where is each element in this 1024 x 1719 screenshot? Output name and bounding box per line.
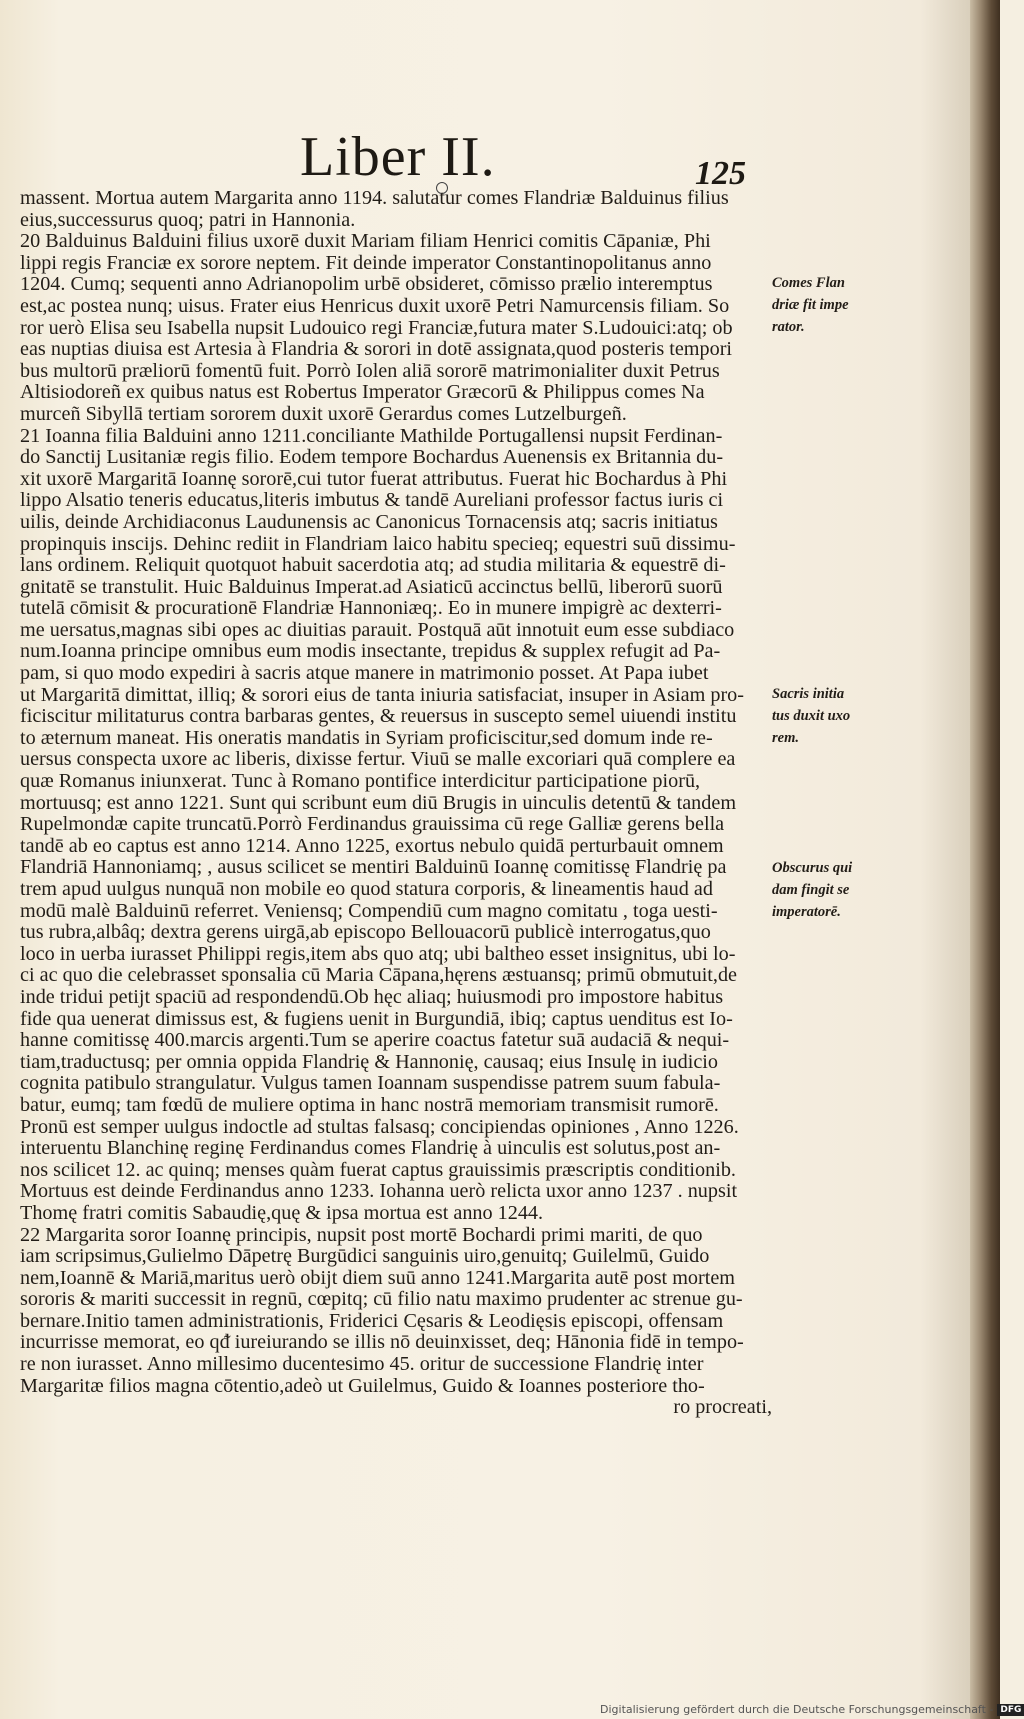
marginal-note-line: driæ fit impe (772, 297, 849, 313)
marginal-note (772, 272, 862, 338)
text-line: pam, si quo modo expediri à sacris atque manere in matrimonio posset. At Papa iubet (20, 662, 709, 685)
text-line: uersus conspecta uxore ac liberis, dixisse fertur. Viuū se malle excoriari quā complere ea (20, 748, 736, 771)
text-line: quæ Romanus iniunxerat. Tunc à Romano pontifice interdicitur participatione piorū, (20, 770, 701, 793)
marginal-note-line: rator. (772, 319, 805, 335)
marginal-note-line: dam fingit se (772, 882, 850, 898)
marginal-note (772, 683, 862, 749)
text-line: tiam,traductusq; per omnia oppida Flandrię & Hannonię, causaq; eius Insulę in iudicio (20, 1050, 718, 1073)
text-line: 20 Balduinus Balduini filius uxorē duxit Mariam filiam Henrici comitis Cāpaniæ, Phi (20, 230, 711, 253)
text-line: Rupelmondæ capite truncatū.Porrò Ferdinandus grauissima cū rege Galliæ gerens bella (20, 813, 725, 836)
text-line: ro procreati, (673, 1396, 772, 1419)
text-line: me uersatus,magnas sibi opes ac diuitias parauit. Postquā aūt innotuit eum esse subdiaco (20, 618, 735, 641)
text-line: 1204. Cumq; sequenti anno Adrianopolim urbē obsideret, cōmisso prælio interemptus (20, 273, 713, 296)
text-line: 21 Ioanna filia Balduini anno 1211.conciliante Mathilde Portugallensi nupsit Ferdinan- (20, 424, 723, 447)
text-line: xit uxorē Margaritā Ioannę sororē,cui tutor fuerat attributus. Fuerat hic Bochardus à Phi (20, 467, 728, 490)
text-line: interuentu Blanchinę reginę Ferdinandus comes Flandrię à uinculis est solutus,post an- (20, 1137, 721, 1160)
marginal-note-line: Sacris initia (772, 686, 845, 702)
text-line: tandē ab eo captus est anno 1214. Anno 1225, exortus nebulo quidā perturbauit omnem (20, 834, 724, 857)
text-line: Mortuus est deinde Ferdinandus anno 1233. Iohanna uerò relicta uxor anno 1237 . nupsit (20, 1180, 738, 1203)
dfg-logo-badge: DFG (997, 1704, 1024, 1716)
marginal-note (772, 857, 862, 923)
text-line: murceñ Sibyllā tertiam sororem duxit uxorē Gerardus comes Lutzelburgeñ. (20, 402, 627, 425)
text-line: bernare.Initio tamen administrationis, Friderici Cęsaris & Leodięsis episcopi, offensam (20, 1309, 724, 1332)
text-line: est,ac postea nunq; uisus. Frater eius Henricus duxit uxorē Petri Namurcensis filiam. So (20, 294, 730, 317)
text-line: mortuusq; est anno 1221. Sunt qui scribunt eum diū Brugis in uinculis detentū & tandem (20, 791, 737, 814)
text-line: do Sanctij Lusitaniæ regis filio. Eodem tempore Bochardus Auenensis ex Britannia du- (20, 446, 724, 469)
text-line: Margaritæ filios magna cōtentio,adeò ut Guilelmus, Guido & Ioannes posteriore tho- (20, 1374, 705, 1397)
page-number: 125 (695, 155, 746, 192)
text-line: iam scripsimus,Gulielmo Dāpetrę Burgūdici sanguinis uiro,genuitq; Guilelmū, Guido (20, 1245, 710, 1268)
text-line: ficiscitur militaturus contra barbaras gentes, & reuersus in suscepto semel uiuendi institu (20, 705, 737, 728)
digitization-credit (600, 1703, 1022, 1717)
text-line: batur, eumq; tam fœdū de muliere optima in hanc nostrā memoriam transmisit rumorē. (20, 1093, 719, 1116)
main-text-block (20, 188, 772, 1419)
text-line: fide qua uenerat dimissus est, & fugiens uenit in Burgundiā, ibiq; captus uenditus est Io- (20, 1007, 733, 1030)
text-line: hanne comitissę 400.marcis argenti.Tum se aperire coactus fatetur suā audaciā & nequi- (20, 1029, 730, 1052)
text-line: trem apud uulgus nunquā non mobile eo quod statura corporis, & lineamentis haud ad (20, 878, 713, 900)
text-line: Altisiodoreñ ex quibus natus est Robertus Imperator Græcorū & Philippus comes Na (20, 381, 705, 404)
running-title: Liber II. (300, 126, 496, 188)
marginal-note-line: rem. (772, 730, 799, 746)
text-line: Pronū est semper uulgus indoctle ad stultas falsasq; concipiendas opiniones , Anno 1226. (20, 1115, 739, 1138)
text-line: ci ac quo die celebrasset sponsalia cū Maria Cāpana,hęrens æstuansq; primū obmutuit,de (20, 964, 738, 987)
text-line: sororis & mariti successit in regnū, cœpitq; cū filio natu maximo prudenter ac strenue gu- (20, 1288, 743, 1311)
text-line: tus rubra,albâq; dextra gerens uirgā,ab episcopo Bellouacorū publicè interrogatus,quo (20, 921, 711, 944)
marginal-note-line: tus duxit uxo (772, 708, 851, 724)
text-line: nos scilicet 12. ac quinq; menses quàm fuerat captus grauissimis præscriptis conditionib. (20, 1158, 736, 1181)
text-line: loco in uerba iurasset Philippi regis,item abs quo atq; ubi baltheo esset insignitus, ubi lo- (20, 942, 736, 965)
credit-text: Digitalisierung gefördert durch die Deutsche Forschungsgemeinschaft - (600, 1703, 994, 1716)
text-line: ror uerò Elisa seu Isabella nupsit Ludouico regi Franciæ,futura mater S.Ludouici:atq; ob (20, 316, 733, 339)
text-line: re non iurasset. Anno millesimo ducentesimo 45. oritur de successione Flandrię inter (20, 1353, 704, 1376)
text-line: massent. Mortua autem Margarita anno 1194. salutatur comes Flandriæ Balduinus filius (20, 187, 729, 209)
text-line: num.Ioanna principe omnibus eum modis insectante, trepidus & supplex refugit ad Pa- (20, 640, 721, 663)
text-line: nem,Ioannē & Mariā,maritus uerò obijt diem suū anno 1241.Margarita autē post mortem (20, 1266, 735, 1289)
marginal-note-line: Obscurus qui (772, 860, 853, 876)
text-line: lans ordinem. Reliquit quotquot habuit sacerdotia atq; ad studia militaria & equestrē di- (20, 554, 726, 577)
text-line: incurrisse memorat, eo qᵭ iureiurando se illis nō deuinxisset, deq; Hānonia fidē in tempo- (20, 1331, 744, 1354)
text-line: eius,successurus quoq; patri in Hannonia. (20, 208, 356, 231)
text-line: tutelā cōmisit & procurationē Flandriæ Hannoniæq;. Eo in munere impigrè ac dexterri- (20, 597, 722, 620)
text-line: to æternum maneat. His oneratis mandatis in Syriam proficiscitur,sed domum inde re- (20, 726, 713, 749)
text-line: inde tridui petijt spaciū ad respondendū.Ob hęc aliaq; huiusmodi pro impostore habitus (20, 985, 724, 1008)
text-line: eas nuptias diuisa est Artesia à Flandria & sorori in dotē assignata,quod posteris tempori (20, 338, 733, 361)
text-line: lippi regis Franciæ ex sorore neptem. Fit deinde imperator Constantinopolitanus anno (20, 251, 712, 274)
text-line: lippo Alsatio teneris educatus,literis imbutus & tandē Aureliani professor factus iuris ci (20, 489, 724, 512)
text-line: Thomę fratri comitis Sabaudię,quę & ipsa mortua est anno 1244. (20, 1201, 544, 1224)
text-line: ut Margaritā dimittat, illiq; & sorori eius de tanta iniuria satisfaciat, insuper in Asiam pro- (20, 683, 744, 706)
text-line: bus multorū præliorū fomentū fuit. Porrò Iolen aliā sororē matrimonialiter duxit Petrus (20, 359, 720, 382)
text-line: 22 Margarita soror Ioannę principis, nupsit post mortē Bochardi primi mariti, de quo (20, 1223, 703, 1246)
text-line: uilis, deinde Archidiaconus Laudunensis ac Canonicus Tornacensis atq; sacris initiatus (20, 510, 718, 533)
text-line: propinquis inscijs. Dehinc rediit in Flandriam laico habitu specieq; equestri suū dissimu- (20, 532, 736, 555)
marginal-note-line: Comes Flan (772, 275, 845, 291)
book-spine-edge (970, 0, 1000, 1719)
text-line: gnitatē se transtulit. Huic Balduinus Imperat.ad Asiaticū accinctus bellū, liberorū suorū (20, 575, 723, 598)
text-line: modū malè Balduinū referret. Veniensq; Compendiū cum magno comitatu , toga uesti- (20, 899, 718, 922)
text-line: Flandriā Hannoniamq; , ausus scilicet se mentiri Balduinū Ioannę comitissę Flandrię pa (20, 856, 727, 879)
text-line: cognita patibulo strangulatur. Vulgus tamen Ioannam suspendisse patrem suum fabula- (20, 1072, 721, 1095)
marginal-note-line: imperatorē. (772, 904, 841, 920)
